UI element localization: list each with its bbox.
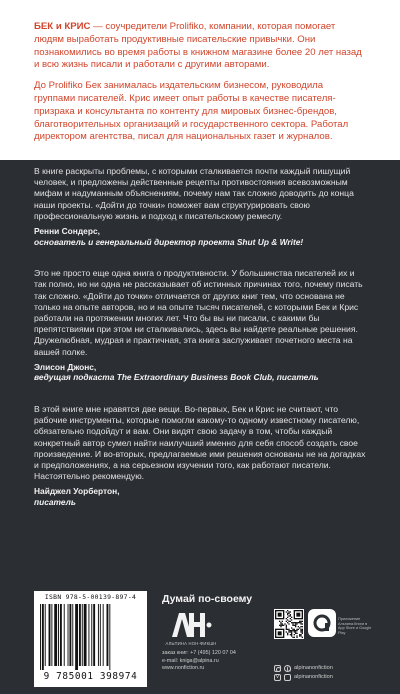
review-author: Найджел Уорбертон, — [34, 486, 120, 497]
qr-code-icon — [274, 609, 304, 639]
isbn-label: ISBN 978-5-00139-897-4 — [44, 593, 137, 601]
social-vk[interactable]: v alpinanonfiction — [274, 673, 384, 682]
instagram-icon — [274, 665, 281, 672]
app-caption: Приложение Альпина.Книги в App Store и Google Play — [338, 617, 372, 635]
reviews — [34, 166, 366, 515]
imprint-strip — [0, 585, 400, 694]
app-logo-icon — [308, 609, 336, 637]
review-text: Это не просто еще одна книга о продуктивности. У большинства писателей их и так полно, но ни одна не рассказывает об истинных причинах того, почему писать так сложно. «Дойти до точки» отличается от других книг тем, что основана не только на опыте авторов, но и на опыте тысяч писателей, с которыми Бек и Крис работали на протяжении многих лет. Что бы вы ни писали, с какими бы препятствиями при этом ни сталкивались, здесь вы найдете реальные решения. Дружелюбная, мудрая и практичная, эта книга заслуживает почетного места на вашей полке. — [34, 268, 363, 357]
review — [34, 404, 366, 508]
publisher-logo-icon — [170, 611, 212, 639]
review-text: В книге раскрыты проблемы, с которыми сталкивается почти каждый пишущий человек, и предложены действенные рецепты противостояния всевозможным мифам и надуманным объяснениям, почему нам так сложно доводить до конца наши проекты. «Дойти до точки» поможет вам структурировать свою профессиональную жизнь и подход к писательскому ремеслу. — [34, 166, 354, 221]
globe-icon — [284, 665, 291, 672]
contact-site: www.nonfiction.ru — [162, 665, 205, 672]
authors-names: БЕК и КРИС — [34, 21, 91, 32]
review-author-role: ведущая подкаста The Extraordinary Business Book Club, писатель — [34, 372, 319, 383]
review — [34, 268, 366, 383]
authors-section — [0, 0, 400, 160]
review-author: Элисон Джонс, — [34, 361, 97, 372]
vk-icon — [274, 674, 281, 681]
contact-email: e-mail: kniga@alpina.ru — [162, 657, 219, 664]
slogan: Думай по-своему — [162, 593, 253, 605]
social-instagram[interactable]: alpinanonfiction — [274, 664, 384, 673]
barcode-digits: 9 785001 398974 — [43, 671, 138, 682]
review-author: Ренни Сондерс, — [34, 226, 100, 237]
publisher-name: АЛЬПИНА НОН-ФИКШН — [165, 641, 217, 646]
contact-phone: заказ книг: +7 (495) 120 07 04 — [162, 650, 236, 656]
authors-paragraph-2: До Prolifiko Бек занималась издательским бизнесом, руководила группами писателей. Крис имеет опыт работы в качестве писателя-призрака и консультанта по контенту для мировых бизнес-брендов, благотворительных организаций и государственного сектора. Работал директором агентства, писал для национальных газет и журналов. — [34, 80, 349, 143]
barcode — [34, 591, 147, 687]
social-links — [274, 664, 384, 682]
telegram-icon — [284, 674, 291, 681]
barcode-bars-icon — [40, 604, 141, 670]
review — [34, 166, 366, 247]
publisher-contacts — [162, 650, 262, 673]
review-author-role: писатель — [34, 497, 76, 508]
authors-paragraph-1: БЕК и КРИС — соучредители Prolifiko, компании, которая помогает людям выработать продуктивные писательские привычки. Они познакомились во время работы в книжном магазине более 20 лет назад и всю жизнь писали и работали с другими авторами. — [34, 21, 362, 71]
review-author-role: основатель и генеральный директор проекта Shut Up & Write! — [34, 236, 304, 247]
review-text: В этой книге мне нравятся две вещи. Во-первых, Бек и Крис не считают, что рабочие инструменты, которые помогли какому-то одному известному писателю, обязательно подойдут и вам. Они видят свою задачу в том, чтобы каждый конкретный автор сумел найти наилучший именно для себя способ создать свое произведение. И во-вторых, предлагаемые ими решения основаны не на догадках и предположениях, а на серьезном изучении того, как работают писатели. Настоятельно рекомендую. — [34, 404, 366, 482]
